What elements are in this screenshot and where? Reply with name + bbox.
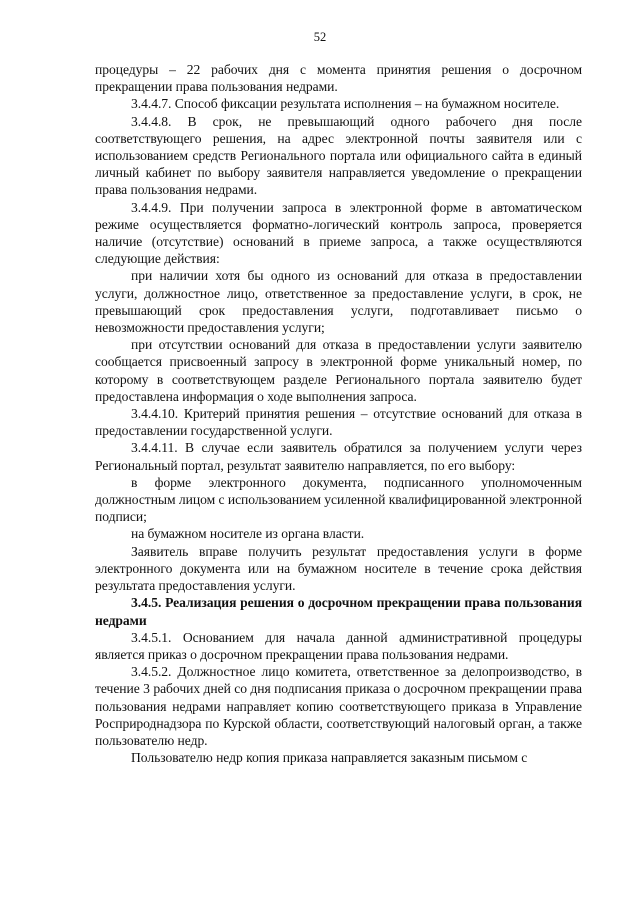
paragraph-subsoil-user-copy: Пользователю недр копия приказа направляется заказным письмом с: [131, 750, 528, 766]
page-number: 52: [313, 30, 327, 44]
paragraph-electronic-document: в форме электронного документа, подписанного уполномоченным должностным лицом с использованием усиленной квалифицированной электронной подписи;: [95, 474, 582, 525]
paragraph-3-4-5-1: 3.4.5.1. Основанием для начала данной административной процедуры является приказ о досрочном прекращении права пользования недрами.: [95, 629, 582, 662]
paragraph-3-4-4-8: 3.4.4.8. В срок, не превышающий одного рабочего дня после соответствующего решения, на адрес электронной почты заявителя или с использованием средств Регионального портала или официального сайта в единый личный кабинет по выбору заявителя направляется уведомление о прекращении права пользования недрами.: [95, 113, 582, 198]
paragraph-no-refusal-grounds: при отсутствии оснований для отказа в предоставлении услуги заявителю сообщается присвоенный запросу в электронной форме уникальный номер, по которому в соответствующем разделе Регионального портала заявителю будет предоставлена информация о ходе выполнения запроса.: [95, 337, 582, 404]
paragraph-procedure-duration: процедуры – 22 рабочих дня с момента принятия решения о досрочном прекращении права пользования недрами.: [95, 62, 582, 95]
paragraph-3-4-4-7: 3.4.4.7. Способ фиксации результата исполнения – на бумажном носителе.: [131, 96, 560, 112]
paragraph-3-4-5-2: 3.4.5.2. Должностное лицо комитета, ответственное за делопроизводство, в течение 3 рабочих дней со дня подписания приказа о досрочном прекращении права пользования недрами направляет копию соответствующего приказа в Управление Росприроднадзора по Курской области, соответствующий налоговый орган, а также пользователю недр.: [95, 664, 582, 748]
paragraph-3-4-4-11: 3.4.4.11. В случае если заявитель обратился за получением услуги через Региональный портал, результат заявителю направляется, по его выбору:: [95, 440, 582, 473]
paragraph-applicant-right: Заявитель вправе получить результат предоставления услуги в форме электронного документа или на бумажном носителе в течение срока действия результата предоставления услуги.: [95, 543, 582, 594]
paragraph-paper-medium: на бумажном носителе из органа власти.: [131, 526, 365, 542]
paragraph-3-4-4-9: 3.4.4.9. При получении запроса в электронной форме в автоматическом режиме осуществляется форматно-логический контроль запроса, проверяется наличие (отсутствие) оснований в приеме запроса, а также осуществляются следующие действия:: [95, 199, 582, 267]
section-heading-3-4-5: 3.4.5. Реализация решения о досрочном прекращении права пользования недрами: [95, 595, 582, 628]
paragraph-refusal-grounds: при наличии хотя бы одного из оснований для отказа в предоставлении услуги, должностное лицо, ответственное за предоставление услуги, в срок, не превышающий срок предоставления услуги, подготавливает письмо о невозможности предоставления услуги;: [95, 268, 582, 336]
document-body: [95, 61, 582, 766]
paragraph-3-4-4-10: 3.4.4.10. Критерий принятия решения – отсутствие оснований для отказа в предоставлении государственной услуги.: [95, 406, 582, 439]
